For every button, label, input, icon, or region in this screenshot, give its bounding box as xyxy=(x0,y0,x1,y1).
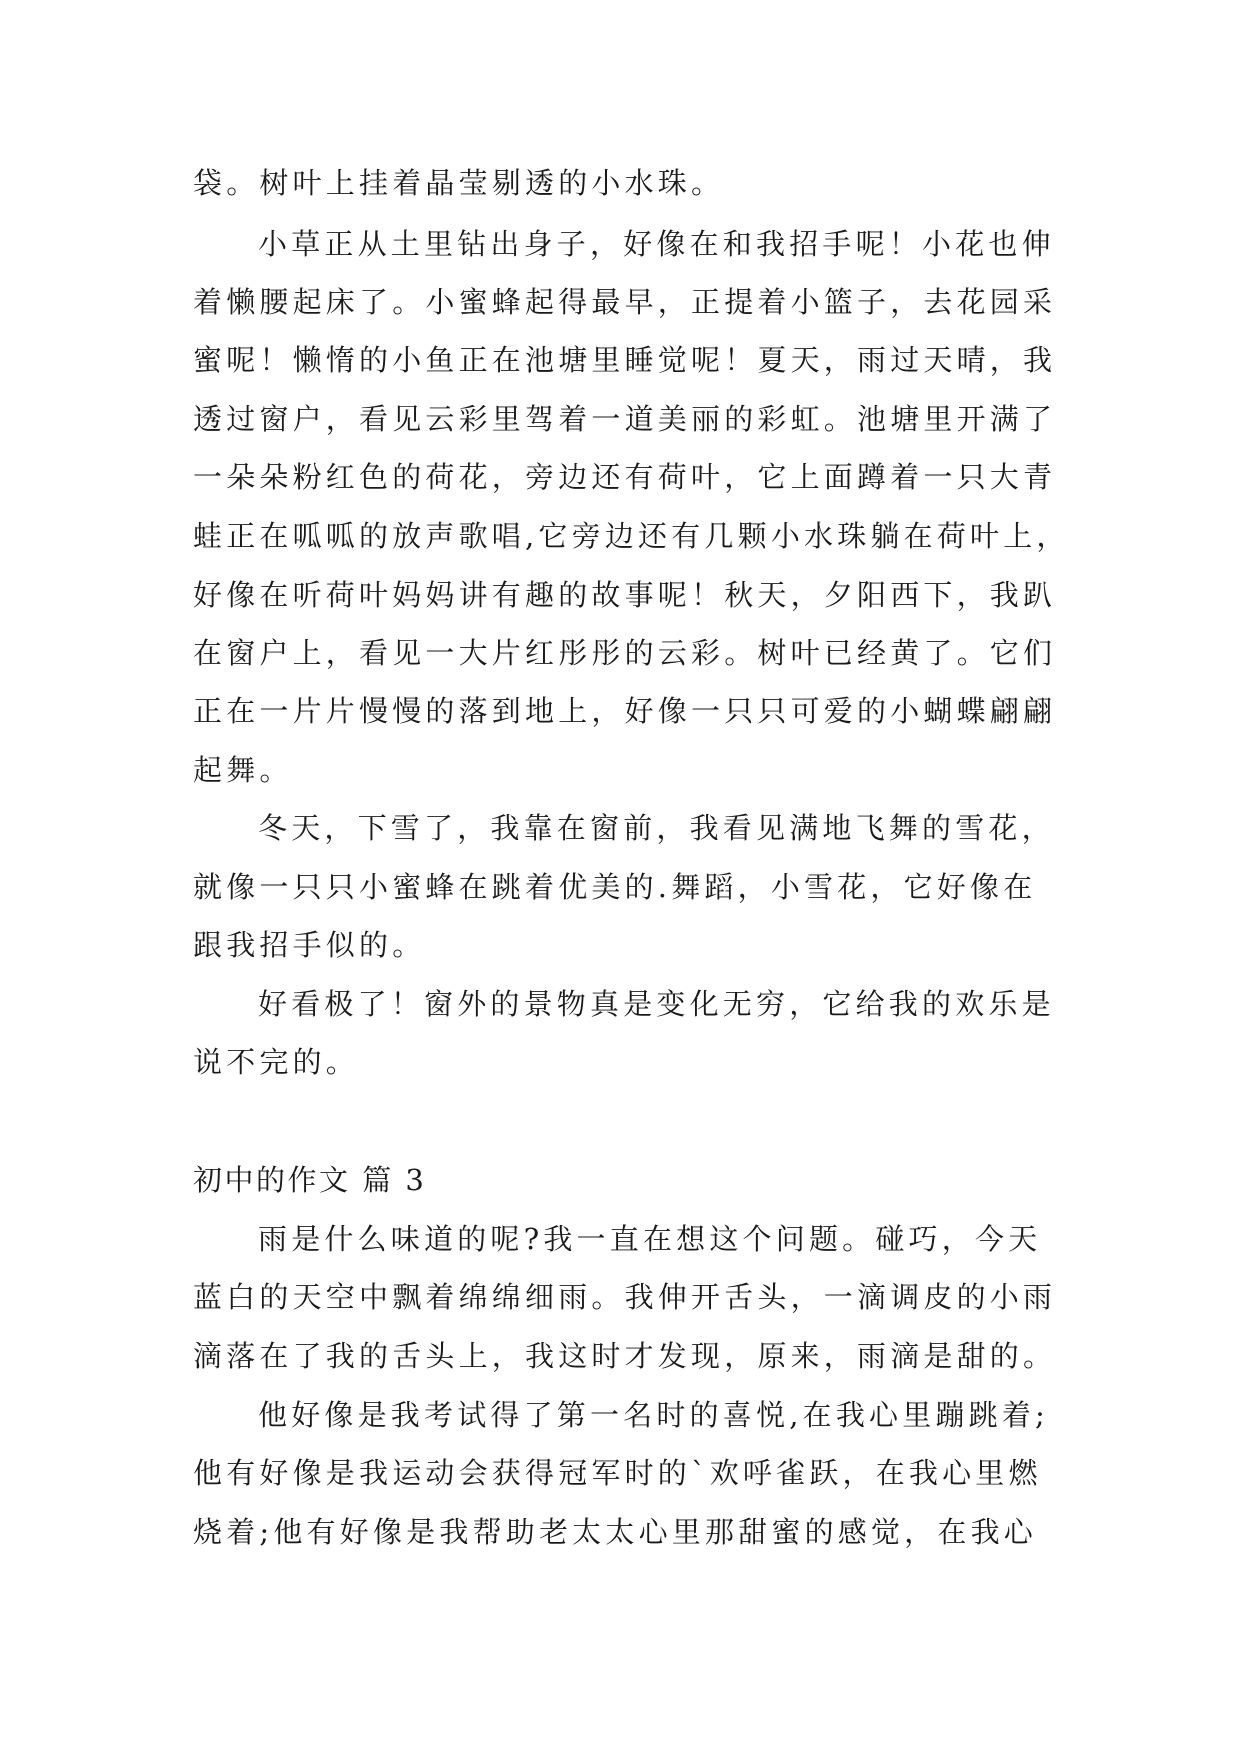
text-line: 蜜呢！懒惰的小鱼正在池塘里睡觉呢！夏天，雨过天晴，我 xyxy=(193,343,1057,377)
text-line: 正在一片片慢慢的落到地上，好像一只只可爱的小蝴蝶翩翩 xyxy=(193,694,1057,728)
text-line: 一朵朵粉红色的荷花，旁边还有荷叶，它上面蹲着一只大青 xyxy=(193,460,1057,494)
text-line: 着懒腰起床了。小蜜蜂起得最早，正提着小篮子，去花园采 xyxy=(193,285,1057,319)
text-line: 他好像是我考试得了第一名时的喜悦,在我心里蹦跳着; xyxy=(258,1398,1049,1432)
text-line: 冬天，下雪了，我靠在窗前，我看见满地飞舞的雪花， xyxy=(258,811,1055,845)
text-line: 说不完的。 xyxy=(193,1045,360,1079)
text-line: 在窗户上，看见一大片红彤彤的云彩。树叶已经黄了。它们 xyxy=(193,636,1057,670)
text-line: 小草正从土里钻出身子，好像在和我招手呢！小花也伸 xyxy=(258,227,1055,261)
text-line: 就像一只只小蜜蜂在跳着优美的.舞蹈，小雪花，它好像在 xyxy=(193,870,1037,904)
text-line: 好看极了！窗外的景物真是变化无穷，它给我的欢乐是 xyxy=(258,987,1055,1021)
text-line: 好像在听荷叶妈妈讲有趣的故事呢！秋天，夕阳西下，我趴 xyxy=(193,578,1057,612)
text-line: 跟我招手似的。 xyxy=(193,928,426,962)
text-line: 透过窗户，看见云彩里驾着一道美丽的彩虹。池塘里开满了 xyxy=(193,402,1057,436)
text-line: 雨是什么味道的呢?我一直在想这个问题。碰巧，今天 xyxy=(258,1222,1042,1256)
text-line: 起舞。 xyxy=(193,753,293,787)
text-line: 烧着;他有好像是我帮助老太太心里那甜蜜的感觉，在我心 xyxy=(193,1515,1037,1549)
text-line: 蛙正在呱呱的放声歌唱,它旁边还有几颗小水珠躺在荷叶上， xyxy=(193,519,1070,553)
text-line: 蓝白的天空中飘着绵绵细雨。我伸开舌头，一滴调皮的小雨 xyxy=(193,1280,1057,1314)
text-line: 滴落在了我的舌头上，我这时才发现，原来，雨滴是甜的。 xyxy=(193,1339,1057,1373)
text-line: 袋。树叶上挂着晶莹剔透的小水珠。 xyxy=(193,166,725,200)
section-heading: 初中的作文 篇 3 xyxy=(193,1163,427,1197)
text-line: 他有好像是我运动会获得冠军时的`欢呼雀跃，在我心里燃 xyxy=(193,1456,1042,1490)
